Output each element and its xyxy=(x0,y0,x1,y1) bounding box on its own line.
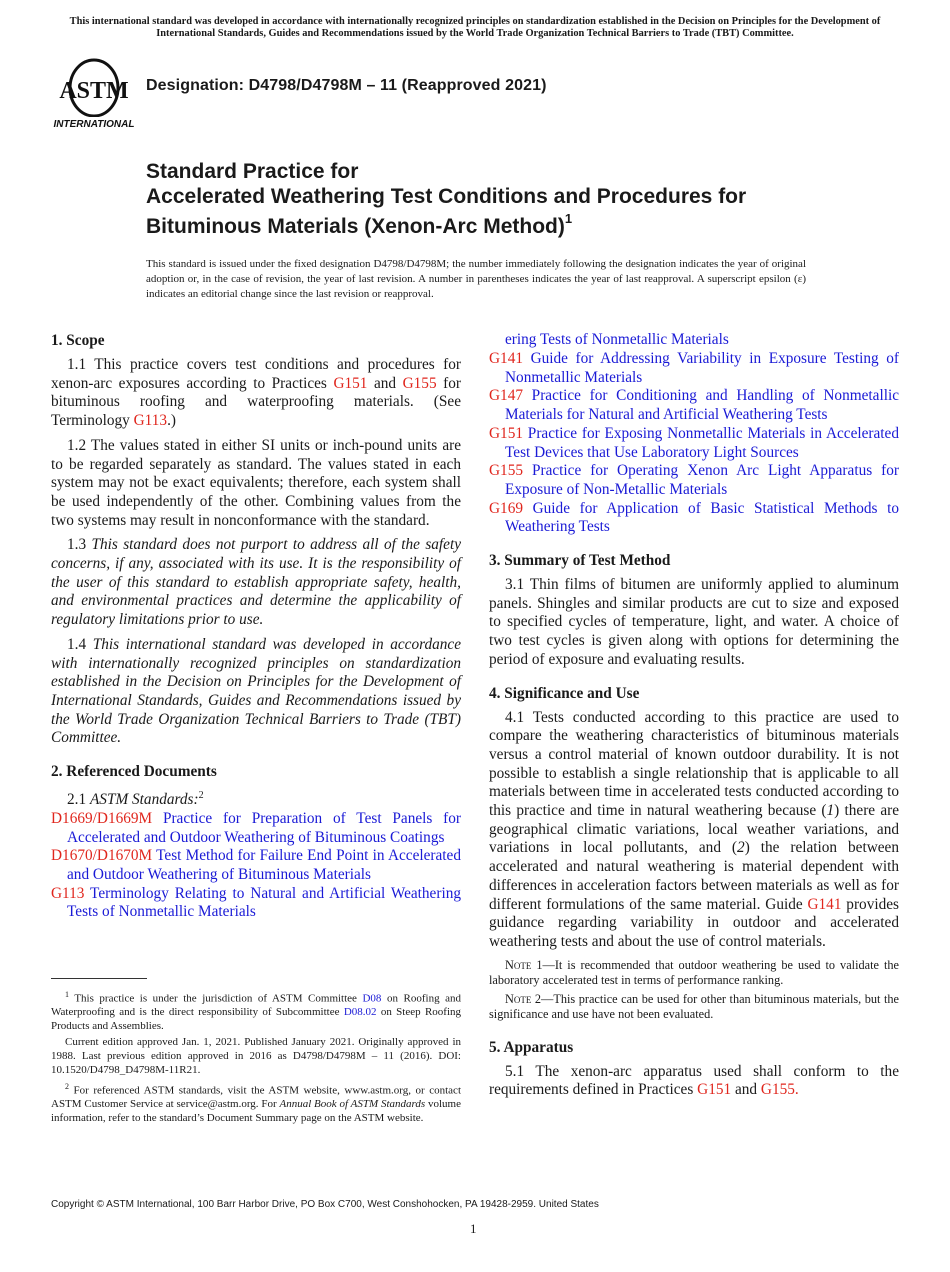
significance-text-c: ) the relation between accelerated and natural weathering is material dependent with differences in acceleration factors between materials as well as for different formulations of the same material. Guide xyxy=(489,839,899,913)
scope-1-2: 1.2 The values stated in either SI units or inch-pound units are to be regarded separately as standard. The values stated in each system may not be exact equivalents; therefore, each system shall be used independently of the other. Combining values from the two systems may result in nonconformance with the standard. xyxy=(51,436,461,529)
ref-code-g113[interactable]: G113 xyxy=(51,884,85,902)
footnote-1-text-a: This practice is under the jurisdiction of ASTM Committee xyxy=(69,992,363,1005)
link-g151-apparatus[interactable]: G151 xyxy=(697,1081,732,1099)
ref-title-d1669[interactable]: Practice for Preparation of Test Panels for Accelerated and Outdoor Weathering of Bituminous Coatings xyxy=(67,809,461,846)
footnote-2-italic: Annual Book of ASTM Standards xyxy=(279,1098,426,1111)
scope-1-3-number: 1.3 xyxy=(67,536,92,554)
scope-1-3 xyxy=(51,536,461,630)
right-column xyxy=(489,331,899,1106)
footnote-1-edition: Current edition approved Jan. 1, 2021. Published January 2021. Originally approved in 1988. Last previous edition approved in 2016 as D4798/D4798M – 11 (2016). DOI: 10.1520/D4798_D4798M-11R21. xyxy=(51,1036,461,1076)
title-line-3 xyxy=(146,209,886,240)
footnote-1-text-b: on Roofing and Waterproofing and is the direct responsibility of Subcommittee xyxy=(51,992,461,1019)
link-g113[interactable]: G113 xyxy=(133,412,168,430)
ref-item xyxy=(489,387,899,424)
footnote-1-text-c: on Steep Roofing Products and Assemblies. xyxy=(51,1006,461,1032)
summary-heading: 3. Summary of Test Method xyxy=(489,552,671,570)
summary-3-1: 3.1 Thin films of bitumen are uniformly applied to aluminum panels. Shingles and similar products are cut to size and exposed to specified cycles of temperature, light, and water. A choice of two test cycles is given along with options for determining the period of exposure and evaluating results. xyxy=(489,576,899,668)
footnote-2-mark: 2 xyxy=(65,1082,69,1092)
footnote-1-mark: 1 xyxy=(65,990,69,999)
logo-text-top: ASTM xyxy=(59,78,129,104)
astm-standards-subhead xyxy=(51,787,461,810)
copyright: Copyright © ASTM International, 100 Barr Harbor Drive, PO Box C700, West Conshohocken, PA 19428-2959. United States xyxy=(51,1199,599,1210)
scope-1-1-text-d: .) xyxy=(167,412,176,430)
top-notice: This international standard was developed in accordance with internationally recognized principles on standardization established in the Decision on Principles for the Development of International Standards, Guides and Recommendations issued by the World Trade Organization Technical Barriers to Trade (TBT) Committee. xyxy=(69,16,881,39)
significance-text-b: ) there are geographical climatic variations, local weather variations, and variations in local pollutants, and ( xyxy=(489,802,899,857)
footnote-2-text-a: For referenced ASTM standards, visit the ASTM website, www.astm.org, or contact ASTM Customer Service at service@astm.org. For xyxy=(51,1084,461,1111)
scope-1-1 xyxy=(51,356,461,431)
apparatus-heading: 5. Apparatus xyxy=(489,1038,574,1056)
note-2-label: Note 2 xyxy=(505,991,542,1006)
ref-code-d1669[interactable]: D1669/D1669M xyxy=(51,809,153,827)
ref-code-d1670[interactable]: D1670/D1670M xyxy=(51,847,153,865)
ref-title-g155[interactable]: Practice for Operating Xenon Arc Light Apparatus for Exposure of Non-Metallic Materials xyxy=(505,462,899,498)
link-g155-apparatus[interactable]: G155 xyxy=(760,1081,795,1099)
ref-code-g147[interactable]: G147 xyxy=(489,387,523,405)
ref-item xyxy=(51,847,461,884)
issue-note: This standard is issued under the fixed designation D4798/D4798M; the number immediately following the designation indicates the year of original adoption or, in the case of revision, the year of last revision. A number in parentheses indicates the year of last reapproval. A superscript epsilon (ε) indicates an editorial change since the last revision or reapproval. xyxy=(146,258,806,300)
significance-heading: 4. Significance and Use xyxy=(489,684,640,702)
page-number: 1 xyxy=(470,1221,477,1236)
note-1-label: Note 1 xyxy=(505,957,543,972)
ref-title-g147[interactable]: Practice for Conditioning and Handling of Nonmetallic Materials for Natural and Artificial Weathering Tests xyxy=(505,387,899,424)
ref-item xyxy=(51,884,461,921)
ref-title-g151[interactable]: Practice for Exposing Nonmetallic Materials in Accelerated Test Devices that Use Laboratory Light Sources xyxy=(505,424,899,461)
document-title xyxy=(146,160,886,240)
note-1-text: —It is recommended that outdoor weathering be used to validate the laboratory accelerated test in terms of performance ranking. xyxy=(489,957,899,987)
ref-title-g113[interactable]: Terminology Relating to Natural and Artificial Weathering Tests of Nonmetallic Materials xyxy=(67,884,461,921)
title-line-1: Standard Practice for xyxy=(146,160,359,183)
astm-standards-number: 2.1 xyxy=(67,791,90,809)
astm-standards-label: ASTM Standards: xyxy=(89,791,199,809)
ref-item xyxy=(489,500,899,537)
left-column xyxy=(51,331,462,921)
ref-item xyxy=(51,810,461,847)
title-line-3-text: Bituminous Materials (Xenon-Arc Method) xyxy=(146,215,565,238)
ref-code-g169[interactable]: G169 xyxy=(489,499,523,517)
scope-1-1-text-b: and xyxy=(367,374,403,392)
scope-1-4-number: 1.4 xyxy=(67,635,93,653)
significance-4-1 xyxy=(489,709,899,952)
scope-1-3-text: This standard does not purport to address all of the safety concerns, if any, associated with its use. It is the responsibility of the user of this standard to establish appropriate safety, health, and environmental practices and determine the applicability of regulatory limitations prior to use. xyxy=(51,536,462,629)
apparatus-text-b: and xyxy=(731,1081,761,1099)
link-g151[interactable]: G151 xyxy=(333,374,368,392)
astm-logo xyxy=(52,58,136,134)
significance-text-d: provides guidance regarding variability in outdoor and accelerated weathering tests and about the use of control materials. xyxy=(489,895,899,950)
ref-code-g151[interactable]: G151 xyxy=(489,424,523,442)
note-2-text: —This practice can be used for other than bituminous materials, but the significance and use have not been evaluated. xyxy=(489,991,899,1021)
ref-item xyxy=(489,350,899,387)
ref-code-g155[interactable]: G155 xyxy=(489,462,523,480)
footnotes xyxy=(51,988,461,1129)
footnote-divider xyxy=(51,978,147,979)
referenced-heading: 2. Referenced Documents xyxy=(51,763,217,781)
apparatus-5-1 xyxy=(489,1063,899,1100)
note-2 xyxy=(489,992,899,1022)
designation: Designation: D4798/D4798M – 11 (Reapproved 2021) xyxy=(146,77,547,94)
footnote-2-text-b: volume information, refer to the standard’s Document Summary page on the ASTM website. xyxy=(51,1098,461,1125)
ref-title-g169[interactable]: Guide for Application of Basic Statistical Methods to Weathering Tests xyxy=(505,499,899,536)
ref-code-g141[interactable]: G141 xyxy=(489,350,523,367)
link-d08-02[interactable]: D08.02 xyxy=(343,1006,377,1019)
ref-title-g141[interactable]: Guide for Addressing Variability in Exposure Testing of Nonmetallic Materials xyxy=(505,350,899,386)
ref-item xyxy=(489,462,899,499)
apparatus-text-a: 5.1 The xenon-arc apparatus used shall conform to the requirements defined in Practices xyxy=(489,1062,899,1099)
significance-text-a: 4.1 Tests conducted according to this practice are used to compare the weathering characteristics of bituminous materials versus a control material of known outdoor durability. It is not possible to establish a single relationship that is applicable to all materials between time in accelerated tests conducted according to this practice and time in natural weathering because ( xyxy=(489,708,899,820)
scope-1-4-text: This international standard was developed in accordance with internationally recognized principles on standardization established in the Decision on Principles for the Development of International Standards, Guides and Recommendations issued by the World Trade Organization Technical Barriers to Trade (TBT) Committee. xyxy=(51,635,461,747)
significance-italic-2: 2 xyxy=(737,839,745,857)
note-1 xyxy=(489,958,899,988)
significance-italic-1: 1 xyxy=(826,802,835,820)
scope-1-4 xyxy=(51,636,461,748)
footnote-2 xyxy=(51,1080,461,1125)
logo-text-bottom: INTERNATIONAL xyxy=(53,119,135,130)
link-d08[interactable]: D08 xyxy=(362,992,382,1005)
apparatus-text-c: . xyxy=(794,1081,799,1099)
title-line-2: Accelerated Weathering Test Conditions and Procedures for xyxy=(146,184,747,208)
astm-standards-footnote-mark[interactable]: 2 xyxy=(198,790,204,802)
scope-heading: 1. Scope xyxy=(51,332,105,349)
footnote-1 xyxy=(51,988,461,1033)
ref-item xyxy=(489,425,899,462)
ref-title-d1670[interactable]: Test Method for Failure End Point in Accelerated and Outdoor Weathering of Bituminous Materials xyxy=(67,847,461,883)
scope-1-1-text-c: for bituminous roofing and waterproofing materials. (See Terminology xyxy=(51,374,461,430)
link-g155[interactable]: G155 xyxy=(402,374,437,392)
scope-1-1-text-a: 1.1 This practice covers test conditions and procedures for xenon-arc exposures according to Practices xyxy=(51,356,461,392)
ref-continuation-g113: ering Tests of Nonmetallic Materials xyxy=(505,331,729,348)
link-g141[interactable]: G141 xyxy=(807,895,842,913)
title-footnote-mark[interactable]: 1 xyxy=(564,211,573,226)
